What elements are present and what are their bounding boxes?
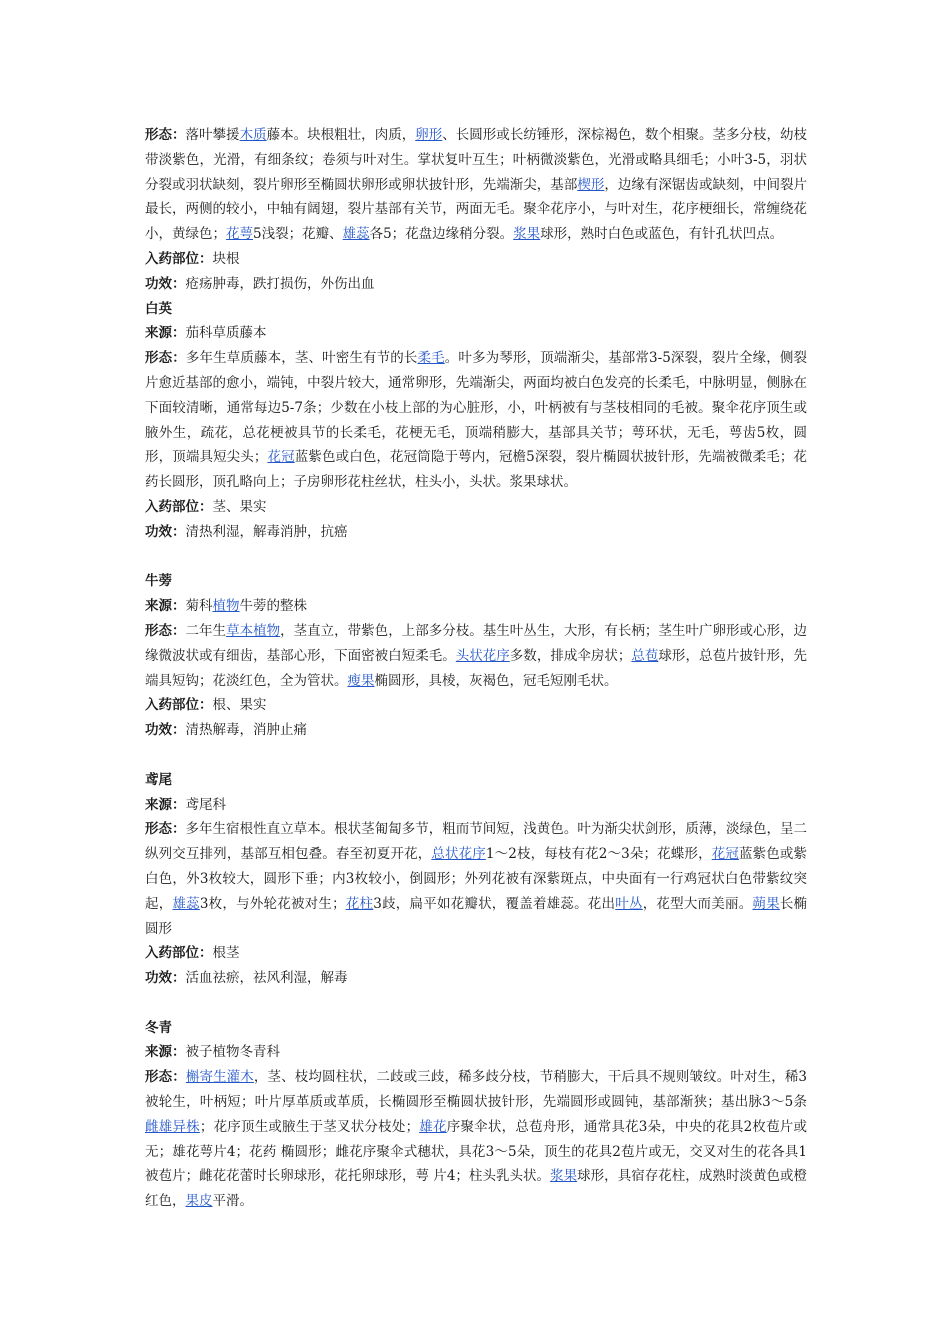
field-label: 来源：	[145, 1044, 186, 1061]
text-run: 二年生	[185, 622, 227, 639]
text-run: 蓝紫色或紫白色，外3枚较大，圆形下垂；内3枚较小，倒圆形；外列花被有深紫斑点，中央面有一行鸡冠状白色带紫纹突起，	[145, 846, 808, 912]
text-run: 3歧，扁平如花瓣状，覆盖着雄蕊。花出	[373, 895, 616, 912]
term-link[interactable]: 瘦果	[347, 672, 375, 689]
term-link[interactable]: 槲寄生灌木	[185, 1069, 254, 1086]
term-link[interactable]: 果皮	[185, 1193, 213, 1210]
section-heading	[145, 1016, 807, 1041]
field-label: 形态：	[145, 821, 186, 838]
field-label: 入药部位：	[145, 697, 213, 714]
text-run: 清热利湿，解毒消肿，抗癌	[185, 523, 348, 540]
text-run: 块根	[212, 250, 240, 267]
section-heading	[145, 569, 807, 594]
text-run: 根、果实	[212, 697, 267, 714]
field-label: 来源：	[145, 325, 186, 342]
text-run: 多数，排成伞房状；	[509, 647, 632, 664]
text-run: ，花型大而美丽。	[642, 895, 753, 912]
text-run: 多年生草质藤本，茎、叶密生有节的长	[185, 350, 418, 367]
text-run: 。叶多为琴形，顶端渐尖，基部常3-5深裂，裂片全缘，侧裂片愈近基部的愈小，端钝，中裂片较大，通常卵形，先端渐尖，两面均被白色发亮的长柔毛，中脉明显，侧脉在下面较清晰，通常每边5-7条；少数在小枝上部的为心脏形，小，叶柄被有与茎枝相同的毛被。聚伞花序顶生或腋外生，疏花，总花梗被具节的长柔毛，花梗无毛，顶端稍膨大，基部具关节；萼环状，无毛，萼齿5枚，圆形，顶端具短尖头；	[145, 350, 808, 466]
paragraph	[145, 1040, 807, 1065]
document-page	[145, 123, 807, 1214]
text-run: 疮疡肿毒，跌打损伤，外伤出血	[185, 275, 375, 292]
field-label: 来源：	[145, 796, 186, 813]
text-run: 清热解毒，消肿止痛	[185, 722, 307, 739]
blank-line	[145, 545, 807, 570]
text-run: 序聚伞状，总苞舟形，通常具花3朵，中央的花具2枚苞片或无；雄花萼片4；花药 椭圆形；雌花序聚伞式穗状，具花3～5朵，顶生的花具2苞片或无，交叉对生的花各具1被苞片；雌花花蕾时长卵球形，花托卵球形，萼 片4；柱头乳头状。	[145, 1118, 808, 1185]
paragraph	[145, 123, 807, 247]
field-label: 入药部位：	[145, 945, 213, 962]
blank-line	[145, 991, 807, 1016]
term-link[interactable]: 花萼	[226, 226, 253, 243]
term-link[interactable]: 卵形	[415, 127, 443, 143]
term-link[interactable]: 雄蕊	[342, 226, 370, 243]
field-label: 来源：	[145, 598, 186, 615]
field-label: 形态：	[145, 622, 186, 639]
paragraph	[145, 321, 807, 346]
section-heading	[145, 297, 807, 322]
text-run: 球形，总苞片披针形，先端具短钩；花淡红色，全为管状。	[145, 647, 808, 689]
field-label: 功效：	[145, 523, 186, 540]
text-run: 椭圆形，具棱，灰褐色，冠毛短刚毛状。	[374, 672, 618, 689]
text-run: 根茎	[212, 945, 240, 962]
paragraph	[145, 594, 807, 619]
text-run: 白英	[145, 300, 172, 317]
term-link[interactable]: 雄蕊	[172, 895, 200, 912]
term-link[interactable]: 叶丛	[615, 895, 643, 912]
term-link[interactable]: 柔毛	[417, 350, 445, 367]
field-label: 功效：	[145, 275, 186, 292]
term-link[interactable]: 花冠	[267, 449, 295, 466]
term-link[interactable]: 蒴果	[752, 895, 780, 912]
text-run: 鸢尾科	[185, 796, 226, 813]
paragraph	[145, 520, 807, 545]
field-label: 入药部位：	[145, 250, 213, 267]
text-run: 茄科草质藤本	[185, 325, 267, 342]
paragraph	[145, 966, 807, 991]
paragraph	[145, 793, 807, 818]
text-run: 蓝紫色或白色，花冠筒隐于萼内，冠檐5深裂，裂片椭圆状披针形，先端被微柔毛；花药长圆形，顶孔略向上；子房卵形花柱丝状，柱头小，头状。浆果球状。	[145, 449, 808, 491]
text-run: 菊科	[185, 598, 213, 615]
text-run: 藤本。块根粗壮，肉质，	[266, 127, 416, 143]
term-link[interactable]: 楔形	[577, 176, 605, 193]
term-link[interactable]: 浆果	[550, 1168, 578, 1185]
text-run: 3枚，与外轮花被对生；	[199, 895, 346, 912]
text-run: 多年生宿根性直立草本。根状茎匍匐多节，粗而节间短，浅黄色。叶为渐尖状剑形，质薄，淡绿色，呈二纵列交互排列，基部互相包叠。春至初夏开花，	[145, 821, 807, 863]
field-label: 形态：	[145, 350, 186, 367]
paragraph	[145, 495, 807, 520]
text-run: 5浅裂；花瓣、	[253, 226, 343, 243]
text-run: 、长圆形或长纺锤形，深棕褐色，数个相聚。茎多分枝，幼枝带淡紫色，光滑，有细条纹；卷须与叶对生。掌状复叶互生；叶柄微淡紫色，光滑或略具细毛；小叶3-5，羽状分裂或羽状缺刻，裂片卵形至椭圆状卵形或卵状披针形，先端渐尖，基部	[145, 127, 808, 193]
text-run: 鸢尾	[145, 771, 172, 788]
term-link[interactable]: 花柱	[345, 895, 374, 912]
term-link[interactable]: 总苞	[631, 647, 659, 664]
field-label: 功效：	[145, 722, 186, 739]
text-run: 活血祛瘀，祛风利湿，解毒	[185, 970, 348, 987]
text-run: 牛蒡	[145, 573, 172, 590]
term-link[interactable]: 花冠	[711, 846, 739, 863]
paragraph	[145, 247, 807, 272]
field-label: 入药部位：	[145, 498, 213, 515]
text-run: 平滑。	[212, 1193, 253, 1210]
paragraph	[145, 693, 807, 718]
term-link[interactable]: 木质	[239, 127, 267, 143]
text-run: 各5；花盘边缘稍分裂。	[369, 226, 514, 243]
text-run: 被子植物冬青科	[185, 1044, 280, 1061]
field-label: 功效：	[145, 970, 186, 987]
text-run: 长椭圆形	[145, 895, 808, 937]
text-run: ；花序顶生或腋生于茎叉状分枝处；	[199, 1118, 420, 1135]
term-link[interactable]: 草本植物	[226, 622, 281, 639]
field-label: 形态：	[145, 127, 186, 143]
paragraph	[145, 1065, 807, 1214]
paragraph	[145, 941, 807, 966]
text-run: ，茎、枝均圆柱状，二歧或三歧，稀多歧分枝，节稍膨大，干后具不规则皱纹。叶对生，稀3被轮生，叶柄短；叶片厚革质或革质，长椭圆形至椭圆状披针形，先端圆形或圆钝，基部渐狭；基出脉3～5条	[145, 1069, 808, 1111]
blank-line	[145, 743, 807, 768]
text-run: 牛蒡的整株	[239, 598, 307, 615]
text-run: 球形，熟时白色或蓝色，有针孔状凹点。	[540, 226, 784, 243]
term-link[interactable]: 浆果	[513, 226, 541, 243]
section-heading	[145, 768, 807, 793]
paragraph	[145, 346, 807, 495]
text-run: 冬青	[145, 1019, 172, 1036]
field-label: 形态：	[145, 1069, 186, 1086]
text-run: ，茎直立，带紫色，上部多分枝。基生叶丛生，大形，有长柄；茎生叶广卵形或心形，边缘微波状或有细齿，基部心形，下面密被白短柔毛。	[145, 622, 808, 664]
text-run: 茎、果实	[212, 498, 267, 515]
paragraph	[145, 718, 807, 743]
paragraph	[145, 817, 807, 941]
text-run: ，边缘有深锯齿或缺刻，中间裂片最长，两侧的较小，中轴有阔翅，裂片基部有关节，两面无毛。聚伞花序小，与叶对生，花序梗细长，常缠绕花小，黄绿色；	[145, 176, 808, 243]
term-link[interactable]: 植物	[212, 598, 240, 615]
paragraph	[145, 272, 807, 297]
text-run: 落叶攀援	[185, 127, 240, 143]
term-link[interactable]: 头状花序	[455, 647, 510, 664]
text-run: 1～2枝，每枝有花2～3朵；花蝶形，	[485, 846, 712, 863]
term-link[interactable]: 总状花序	[431, 846, 486, 863]
term-link[interactable]: 雄花	[419, 1118, 447, 1135]
text-run: 球形，具宿存花柱，成熟时淡黄色或橙红色，	[145, 1168, 807, 1210]
paragraph	[145, 619, 807, 693]
term-link[interactable]: 雌雄异株	[145, 1118, 200, 1135]
